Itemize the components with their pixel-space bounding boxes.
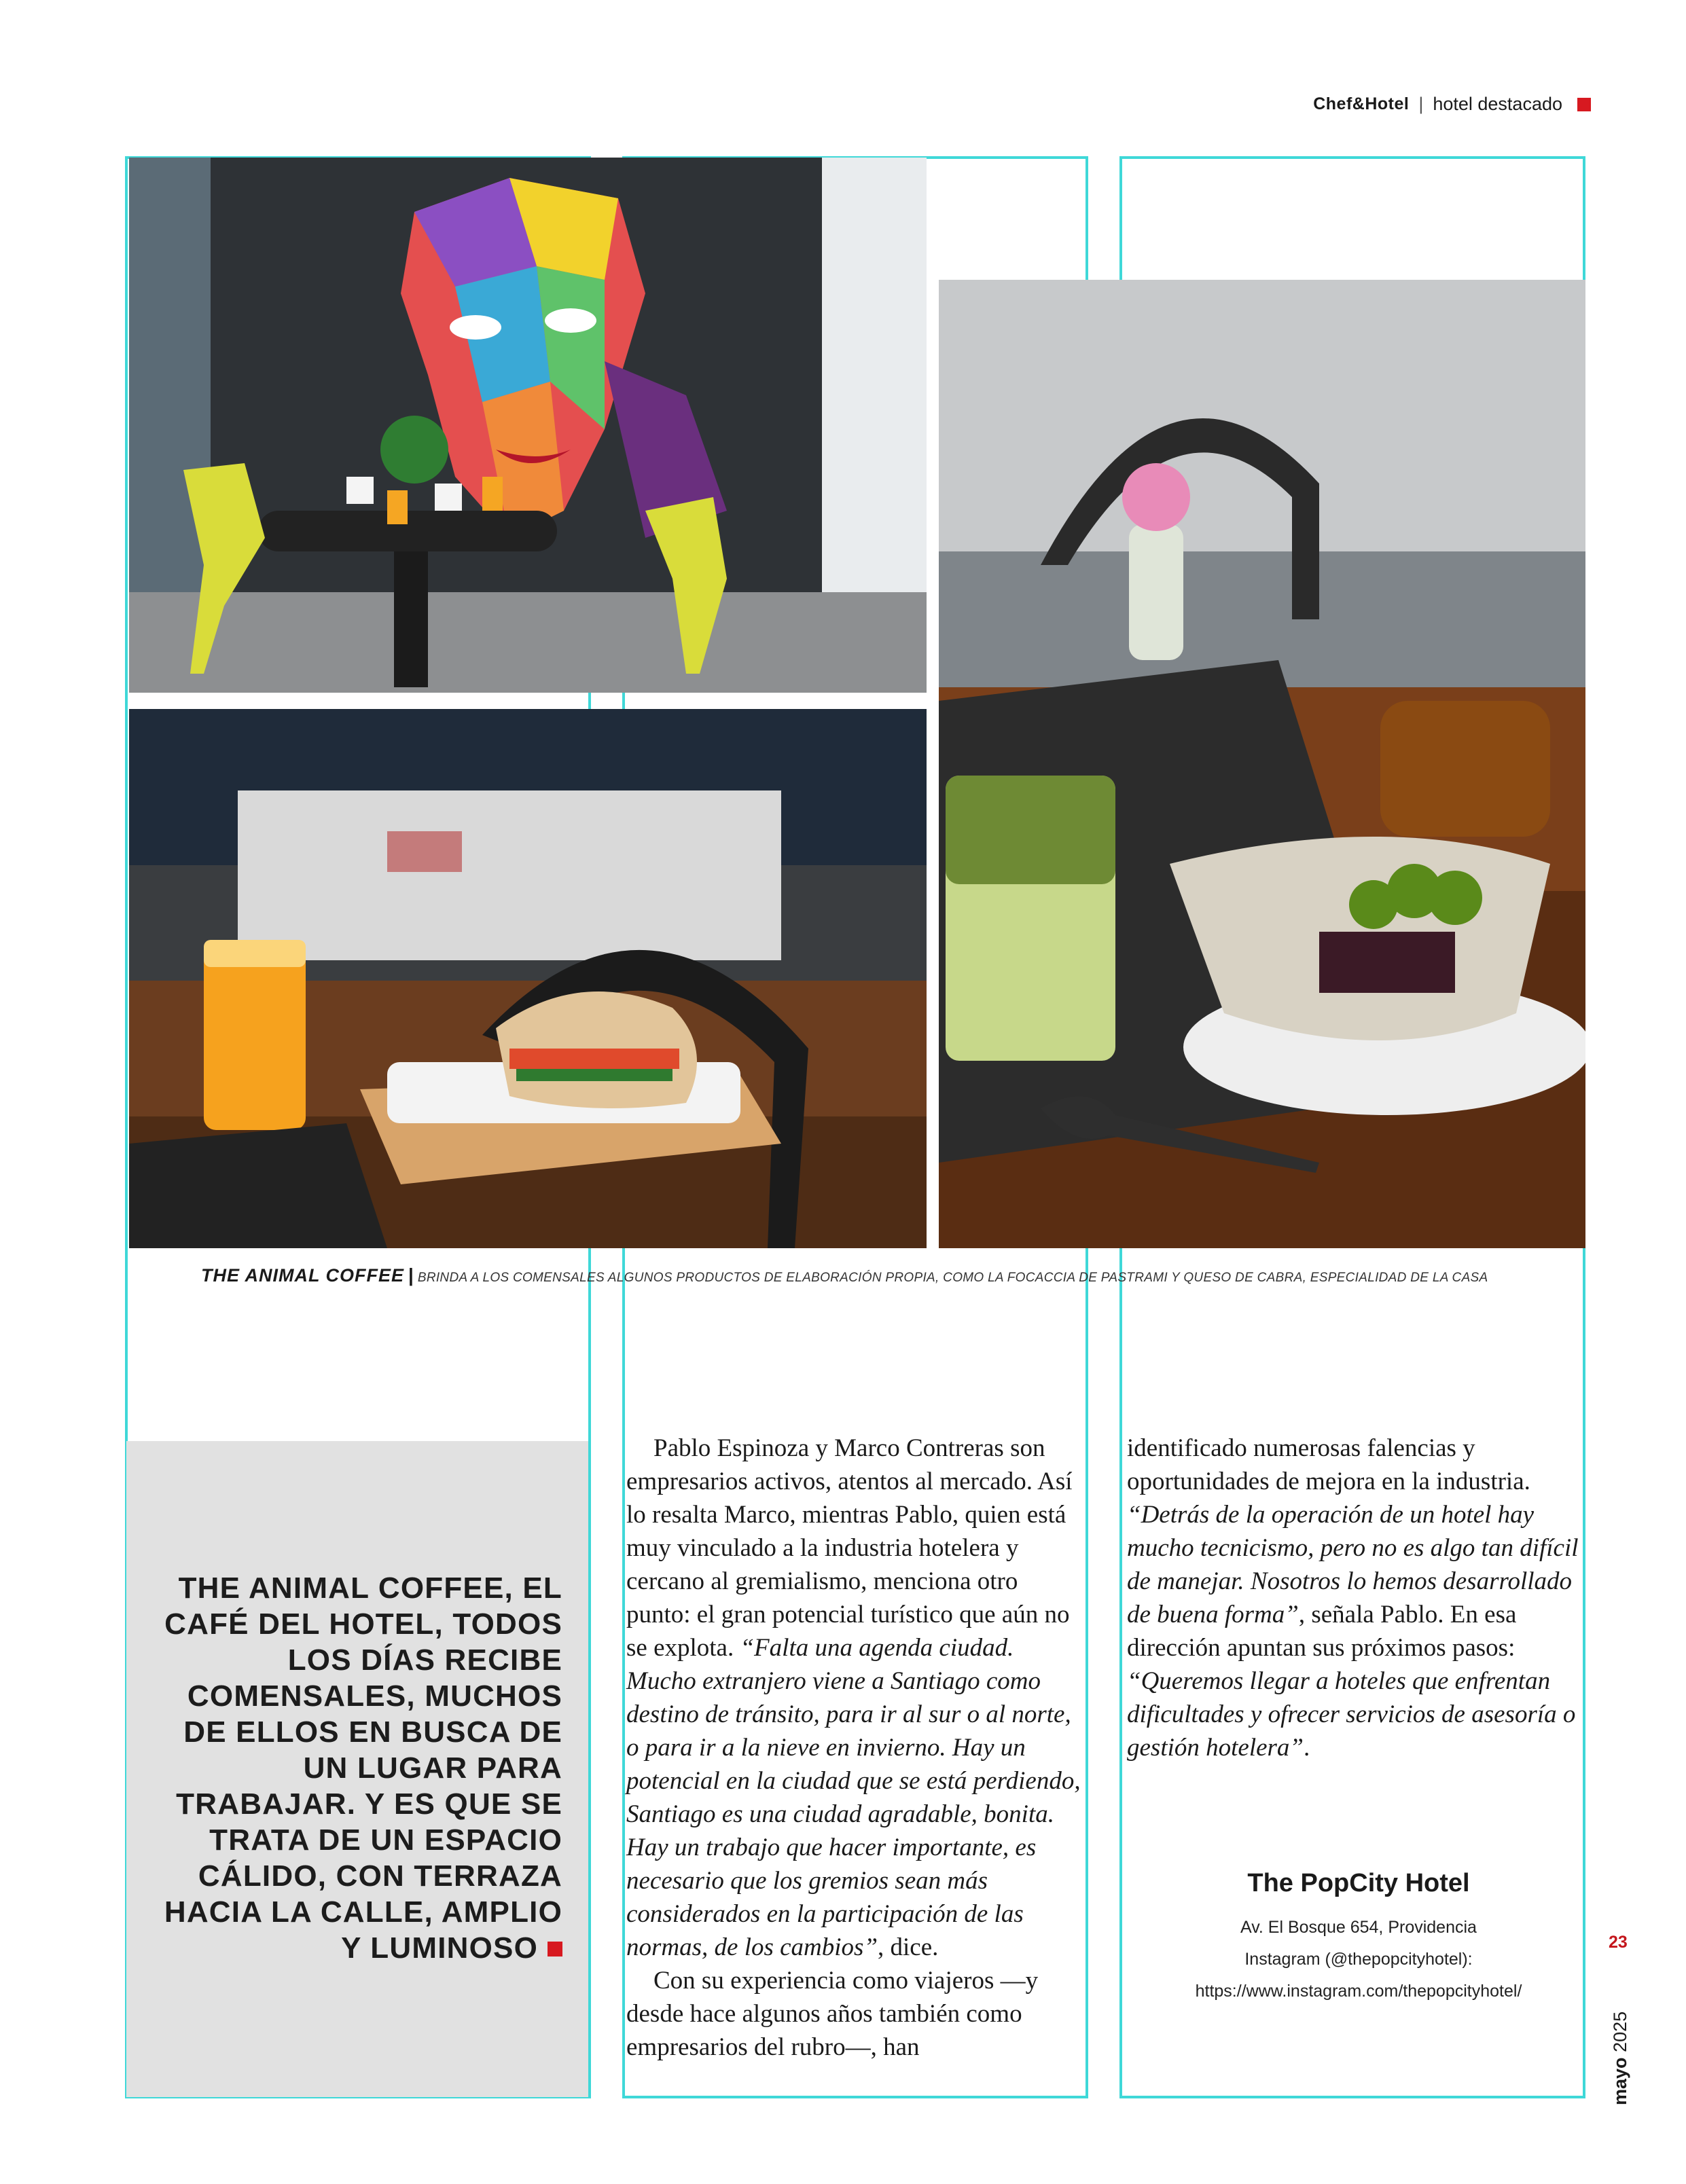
page-header bbox=[1313, 94, 1591, 115]
magazine-brand: Chef&Hotel bbox=[1313, 94, 1410, 113]
paragraph-text: identificado numerosas falencias y oportunidades de mejora en la industria. bbox=[1127, 1434, 1530, 1495]
pull-quote-box bbox=[126, 1441, 588, 2097]
hotel-name: The PopCity Hotel bbox=[1247, 1869, 1470, 1897]
paragraph-text: , señala Pablo. En esa dirección apuntan sus próximos pasos: bbox=[1127, 1601, 1517, 1662]
article-paragraph bbox=[626, 1432, 1088, 1964]
paragraph-text: . bbox=[1304, 1734, 1310, 1762]
issue-date bbox=[1610, 2012, 1631, 2105]
section-label: hotel destacado bbox=[1433, 94, 1562, 114]
pull-quote-text: THE ANIMAL COFFEE, EL CAFÉ DEL HOTEL, TODOS LOS DÍAS RECIBE COMENSALES, MUCHOS DE ELLOS EN BUSCA DE UN LUGAR PARA TRABAJAR. Y ES QUE SE TRATA DE UN ESPACIO CÁLIDO, CON TERRAZA HACIA LA CALLE, AMPLIO Y LUMINOSO bbox=[164, 1571, 562, 1965]
page-number: 23 bbox=[1609, 1933, 1628, 1952]
photo-smoothie-bowl bbox=[939, 280, 1585, 1248]
hotel-instagram-link[interactable]: https://www.instagram.com/thepopcityhotel/ bbox=[1195, 1982, 1522, 2001]
paragraph-text: , dice. bbox=[878, 1933, 939, 1961]
photo-caption bbox=[201, 1264, 1560, 1286]
caption-text: BRINDA A LOS COMENSALES ALGUNOS PRODUCTOS DE ELABORACIÓN PROPIA, COMO LA FOCACCIA DE PASTRAMI Y QUESO DE CABRA, ESPECIALIDAD DE LA CASA bbox=[417, 1271, 1488, 1285]
photo-mural-cafe bbox=[129, 158, 927, 693]
accent-square-icon bbox=[1577, 98, 1591, 111]
photo-icon bbox=[129, 158, 927, 693]
article-column-2 bbox=[1127, 1432, 1589, 1764]
article-paragraph bbox=[1127, 1432, 1589, 1764]
issue-month: mayo bbox=[1610, 2057, 1630, 2105]
caption-separator: | bbox=[408, 1264, 414, 1286]
photo-sandwich-juice bbox=[129, 709, 927, 1248]
header-separator: | bbox=[1418, 94, 1424, 114]
paragraph-text: Pablo Espinoza y Marco Contreras son empresarios activos, atentos al mercado. Así lo resalta Marco, mientras Pablo, quien está muy vinculado a la industria hotelera y cercano al gremialismo, menciona otro punto: el gran potencial turístico que aún no se explota. bbox=[626, 1434, 1073, 1662]
end-mark-icon bbox=[548, 1942, 562, 1956]
quote-text: “Detrás de la operación de un hotel hay mucho tecnicismo, pero no es algo tan difícil de manejar. Nosotros lo hemos desarrollado de buena forma” bbox=[1127, 1501, 1579, 1628]
quote-text: “Queremos llegar a hoteles que enfrentan dificultades y ofrecer servicios de asesoría o gestión hotelera” bbox=[1127, 1667, 1576, 1762]
hotel-instagram-label: Instagram (@thepopcityhotel): bbox=[1244, 1950, 1473, 1969]
quote-text: “Falta una agenda ciudad. Mucho extranjero viene a Santiago como destino de tránsito, para ir al sur o al norte, o para ir a la nieve en invierno. Hay un potencial en la ciudad que se está perdiendo, Santiago es una ciudad agradable, bonita. Hay un trabajo que hacer importante, es necesario que los gremios sean más considerados en la participación de las normas, de los cambios” bbox=[626, 1634, 1081, 1961]
article-paragraph bbox=[626, 1964, 1088, 2064]
hotel-info bbox=[1128, 1869, 1590, 2007]
photo-icon bbox=[939, 280, 1585, 1248]
caption-title: THE ANIMAL COFFEE bbox=[201, 1265, 404, 1286]
photo-icon bbox=[129, 709, 927, 1248]
issue-year: 2025 bbox=[1610, 2011, 1630, 2052]
article-column-1 bbox=[626, 1432, 1088, 2064]
paragraph-text: Con su experiencia como viajeros —y desde hace algunos años también como empresarios del rubro—, han bbox=[626, 1967, 1039, 2061]
hotel-address: Av. El Bosque 654, Providencia bbox=[1240, 1918, 1477, 1937]
pull-quote bbox=[141, 1570, 562, 1966]
